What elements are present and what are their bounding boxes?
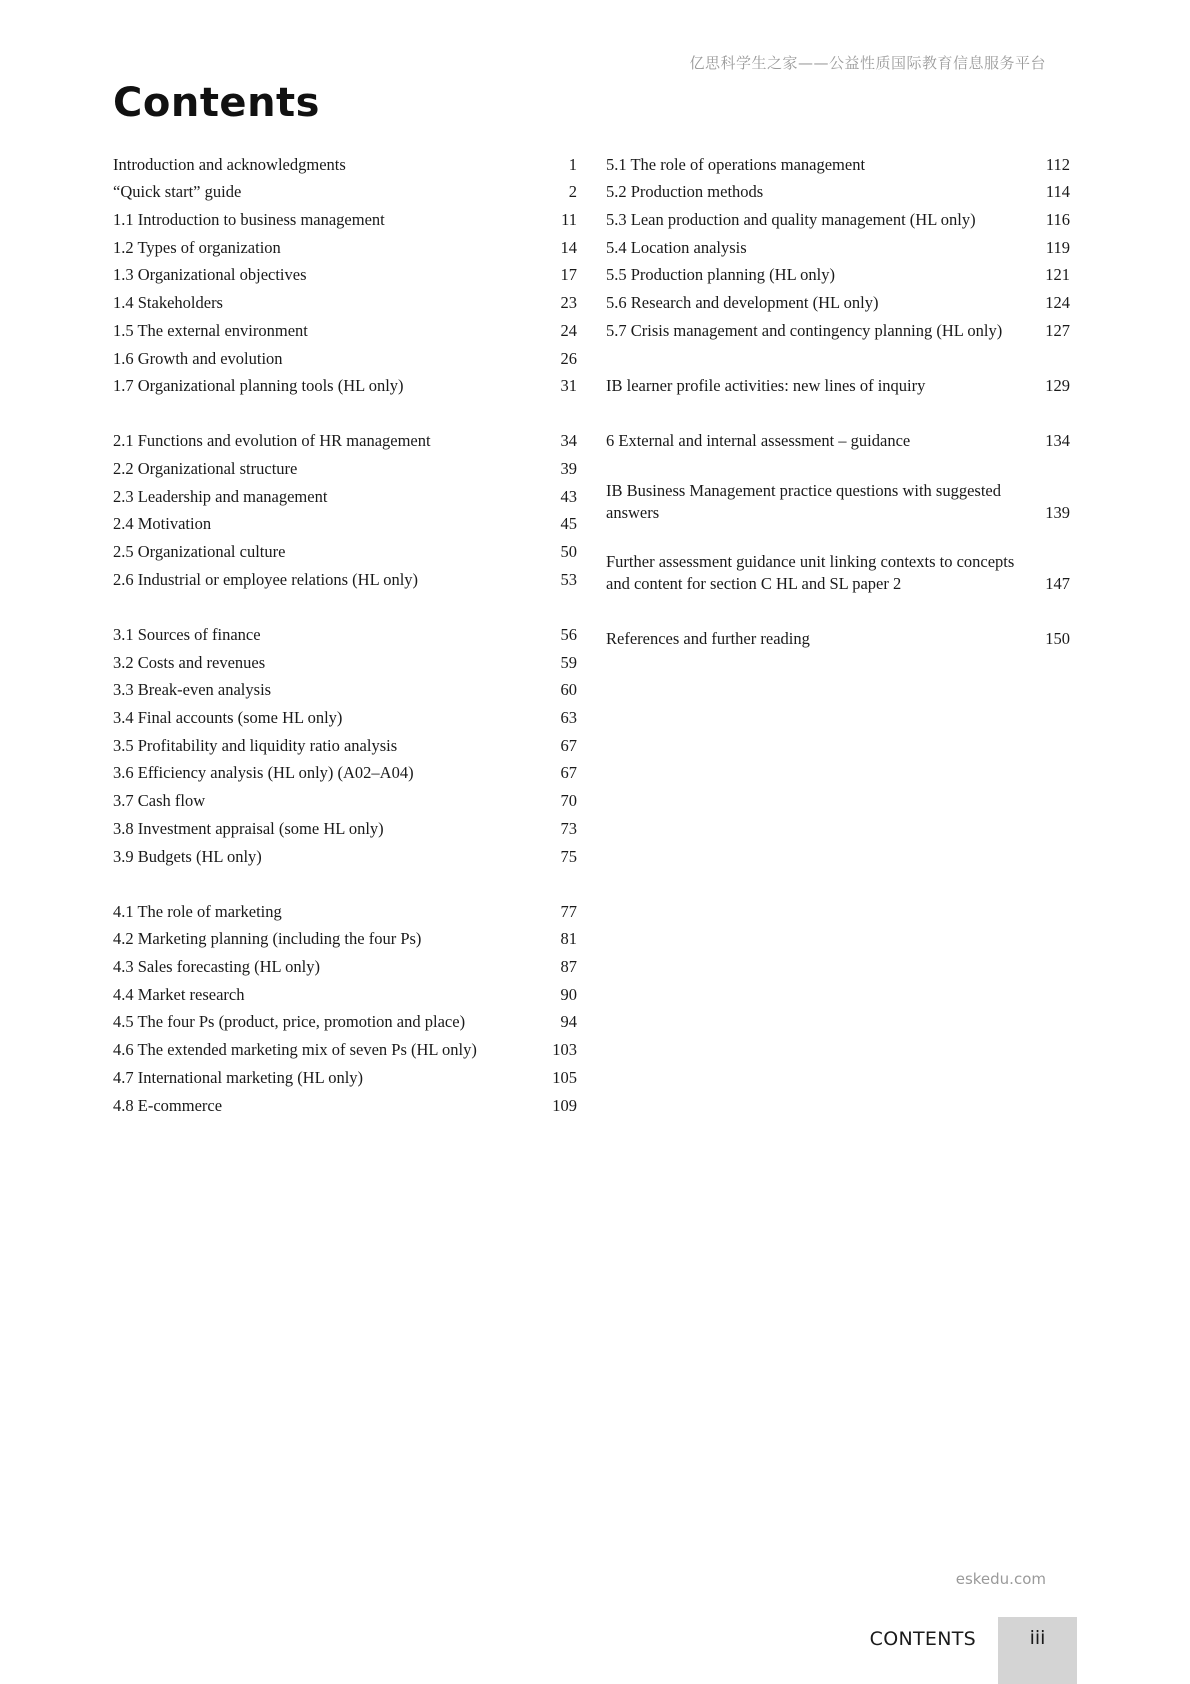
footer-page-number: iii xyxy=(1029,1627,1046,1649)
toc-entry-title: 3.3 Break-even analysis xyxy=(113,680,272,700)
toc-entry-page-number: 67 xyxy=(560,735,577,755)
toc-entry-page-number: 90 xyxy=(560,984,577,1004)
toc-entry-title: Introduction and acknowledgments xyxy=(113,154,346,174)
toc-entry-title: 4.3 Sales forecasting (HL only) xyxy=(113,957,320,977)
toc-entry-title: 4.2 Marketing planning (including the four Ps) xyxy=(113,929,422,949)
toc-entry[interactable] xyxy=(113,1061,577,1089)
footer-watermark: eskedu.com xyxy=(955,1570,1046,1588)
toc-entry-page-number: 34 xyxy=(560,431,577,451)
toc-entry-page-number: 109 xyxy=(552,1095,577,1115)
toc-entry-page-number: 94 xyxy=(560,1012,577,1032)
toc-entry-page-number: 43 xyxy=(560,486,577,506)
toc-entry-page-number: 105 xyxy=(552,1067,577,1087)
toc-entry-page-number: 124 xyxy=(1045,293,1070,313)
toc-entry-page-number: 17 xyxy=(560,265,577,285)
toc-entry[interactable] xyxy=(113,950,577,978)
toc-entry[interactable] xyxy=(113,784,577,812)
footer-section-label: CONTENTS xyxy=(869,1628,976,1650)
toc-entry-page-number: 67 xyxy=(560,763,577,783)
toc-entry[interactable] xyxy=(113,231,577,259)
toc-entry-page-number: 39 xyxy=(560,459,577,479)
toc-entry[interactable] xyxy=(606,369,1070,397)
toc-entry-title: 1.2 Types of organization xyxy=(113,237,281,257)
toc-entry-page-number: 60 xyxy=(560,680,577,700)
toc-entry[interactable] xyxy=(113,425,577,453)
toc-entry-title: 4.4 Market research xyxy=(113,984,245,1004)
toc-entry-page-number: 23 xyxy=(560,293,577,313)
toc-entry-page-number: 114 xyxy=(1045,182,1070,202)
toc-entry[interactable] xyxy=(113,701,577,729)
toc-group xyxy=(113,425,577,591)
toc-entry-title: IB Business Management practice questions with suggested answers xyxy=(606,480,1002,522)
toc-left-column xyxy=(113,148,577,1144)
toc-entry-page-number: 56 xyxy=(560,625,577,644)
toc-entry-page-number: 139 xyxy=(1045,502,1070,522)
toc-entry-page-number: 127 xyxy=(1045,320,1070,340)
toc-entry-title: 4.5 The four Ps (product, price, promotion and place) xyxy=(113,1012,466,1032)
toc-entry[interactable] xyxy=(113,342,577,370)
toc-entry-page-number: 77 xyxy=(560,901,577,921)
toc-entry-title: 2.4 Motivation xyxy=(113,514,212,534)
toc-entry[interactable] xyxy=(113,646,577,674)
toc-right-column xyxy=(606,148,1070,678)
toc-entry[interactable] xyxy=(606,480,1070,524)
toc-entry[interactable] xyxy=(606,286,1070,314)
toc-entry[interactable] xyxy=(113,840,577,868)
toc-entry-page-number: 70 xyxy=(560,791,577,811)
toc-entry-title: 4.1 The role of marketing xyxy=(113,901,282,921)
toc-group xyxy=(606,148,1070,342)
toc-entry-page-number: 129 xyxy=(1045,376,1070,395)
toc-entry-page-number: 2 xyxy=(568,182,577,202)
toc-group xyxy=(606,425,1070,453)
toc-group xyxy=(113,895,577,1117)
toc-entry-title: References and further reading xyxy=(606,629,810,649)
toc-entry-page-number: 116 xyxy=(1045,210,1070,230)
toc-entry-page-number: 134 xyxy=(1045,431,1070,451)
toc-group xyxy=(606,369,1070,397)
toc-entry[interactable] xyxy=(606,551,1070,595)
toc-entry-title: 1.7 Organizational planning tools (HL only) xyxy=(113,376,404,396)
toc-entry[interactable] xyxy=(113,895,577,923)
toc-entry[interactable] xyxy=(606,259,1070,287)
toc-entry-title: 2.5 Organizational culture xyxy=(113,542,286,562)
toc-entry-page-number: 81 xyxy=(560,929,577,949)
toc-entry[interactable] xyxy=(113,1006,577,1034)
toc-entry-page-number: 150 xyxy=(1045,629,1070,649)
toc-entry[interactable] xyxy=(113,1033,577,1061)
toc-entry-title: 3.6 Efficiency analysis (HL only) (A02–A04) xyxy=(113,763,414,783)
footer-page-box xyxy=(998,1617,1077,1684)
toc-entry-title: 1.5 The external environment xyxy=(113,320,308,340)
toc-entry[interactable] xyxy=(113,618,577,646)
toc-entry-title: 3.7 Cash flow xyxy=(113,791,206,811)
toc-entry[interactable] xyxy=(606,314,1070,342)
toc-entry-title: 2.2 Organizational structure xyxy=(113,459,298,479)
toc-entry[interactable] xyxy=(113,923,577,951)
toc-entry[interactable] xyxy=(113,148,577,176)
toc-entry-title: 5.3 Lean production and quality management (HL only) xyxy=(606,210,976,230)
toc-entry-page-number: 11 xyxy=(561,210,577,230)
toc-entry-title: 1.6 Growth and evolution xyxy=(113,348,283,368)
toc-entry-title: 5.7 Crisis management and contingency planning (HL only) xyxy=(606,320,1003,340)
toc-entry[interactable] xyxy=(113,757,577,785)
toc-entry[interactable] xyxy=(113,286,577,314)
toc-entry[interactable] xyxy=(113,259,577,287)
toc-group xyxy=(113,148,577,397)
toc-entry[interactable] xyxy=(113,452,577,480)
toc-entry-title: 5.6 Research and development (HL only) xyxy=(606,293,879,313)
toc-entry-page-number: 73 xyxy=(560,818,577,838)
toc-entry[interactable] xyxy=(606,623,1070,651)
toc-entry-page-number: 24 xyxy=(560,320,577,340)
toc-entry-page-number: 1 xyxy=(568,154,577,174)
toc-entry[interactable] xyxy=(606,176,1070,204)
toc-entry-title: 3.5 Profitability and liquidity ratio analysis xyxy=(113,735,398,755)
toc-entry-page-number: 50 xyxy=(560,542,577,562)
header-watermark: 亿思科学生之家——公益性质国际教育信息服务平台 xyxy=(689,54,1046,72)
toc-entry-title: 4.7 International marketing (HL only) xyxy=(113,1067,364,1087)
toc-entry[interactable] xyxy=(113,978,577,1006)
toc-entry-page-number: 59 xyxy=(560,652,577,672)
toc-entry[interactable] xyxy=(113,674,577,702)
toc-entry[interactable] xyxy=(606,425,1070,453)
toc-entry-page-number: 119 xyxy=(1045,237,1070,257)
toc-entry-page-number: 63 xyxy=(560,708,577,728)
toc-entry-title: 2.3 Leadership and management xyxy=(113,486,328,506)
toc-entry[interactable] xyxy=(113,563,577,591)
page-title: Contents xyxy=(113,80,320,126)
toc-entry[interactable] xyxy=(606,231,1070,259)
toc-entry-title: 3.9 Budgets (HL only) xyxy=(113,846,262,866)
toc-entry[interactable] xyxy=(606,203,1070,231)
toc-entry-title: 1.4 Stakeholders xyxy=(113,293,223,313)
toc-entry-title: 4.6 The extended marketing mix of seven Ps (HL only) xyxy=(113,1040,477,1060)
toc-entry-title: 1.1 Introduction to business management xyxy=(113,210,385,230)
toc-entry-title: 2.6 Industrial or employee relations (HL only) xyxy=(113,569,419,589)
toc-entry[interactable] xyxy=(113,535,577,563)
toc-entry-title: 5.2 Production methods xyxy=(606,182,764,202)
toc-entry[interactable] xyxy=(113,176,577,204)
toc-entry-title: 3.1 Sources of finance xyxy=(113,625,261,644)
toc-entry-title: “Quick start” guide xyxy=(113,182,242,202)
toc-group xyxy=(606,623,1070,651)
toc-entry-title: 6 External and internal assessment – guidance xyxy=(606,431,911,451)
toc-entry-page-number: 147 xyxy=(1045,574,1070,594)
toc-group xyxy=(606,480,1070,524)
toc-entry[interactable] xyxy=(113,314,577,342)
toc-entry-page-number: 112 xyxy=(1045,154,1070,174)
toc-entry-title: Further assessment guidance unit linking contexts to concepts and content for section C HL and SL paper 2 xyxy=(606,552,1015,594)
toc-entry-title: 4.8 E-commerce xyxy=(113,1095,223,1115)
toc-entry-title: 3.4 Final accounts (some HL only) xyxy=(113,708,343,728)
toc-entry[interactable] xyxy=(113,729,577,757)
toc-entry-page-number: 53 xyxy=(560,569,577,589)
toc-entry-title: 2.1 Functions and evolution of HR management xyxy=(113,431,431,451)
toc-entry-title: 3.2 Costs and revenues xyxy=(113,652,266,672)
toc-entry[interactable] xyxy=(113,480,577,508)
toc-entry-title: 1.3 Organizational objectives xyxy=(113,265,307,285)
toc-entry-title: 5.1 The role of operations management xyxy=(606,154,866,174)
toc-group xyxy=(606,551,1070,595)
toc-entry-page-number: 26 xyxy=(560,348,577,368)
toc-entry[interactable] xyxy=(113,508,577,536)
toc-entry[interactable] xyxy=(113,812,577,840)
toc-entry-page-number: 14 xyxy=(560,237,577,257)
toc-group xyxy=(113,618,577,867)
toc-entry[interactable] xyxy=(113,1089,577,1117)
toc-entry-title: 3.8 Investment appraisal (some HL only) xyxy=(113,818,384,838)
toc-entry-page-number: 31 xyxy=(560,376,577,396)
toc-entry-page-number: 121 xyxy=(1045,265,1070,285)
toc-entry-title: IB learner profile activities: new lines of inquiry xyxy=(606,376,926,395)
toc-entry[interactable] xyxy=(606,148,1070,176)
toc-entry[interactable] xyxy=(113,203,577,231)
toc-entry-page-number: 75 xyxy=(560,846,577,866)
toc-entry-title: 5.4 Location analysis xyxy=(606,237,747,257)
toc-entry-page-number: 103 xyxy=(552,1040,577,1060)
toc-entry[interactable] xyxy=(113,370,577,398)
toc-entry-title: 5.5 Production planning (HL only) xyxy=(606,265,835,285)
toc-entry-page-number: 87 xyxy=(560,957,577,977)
toc-entry-page-number: 45 xyxy=(560,514,577,534)
